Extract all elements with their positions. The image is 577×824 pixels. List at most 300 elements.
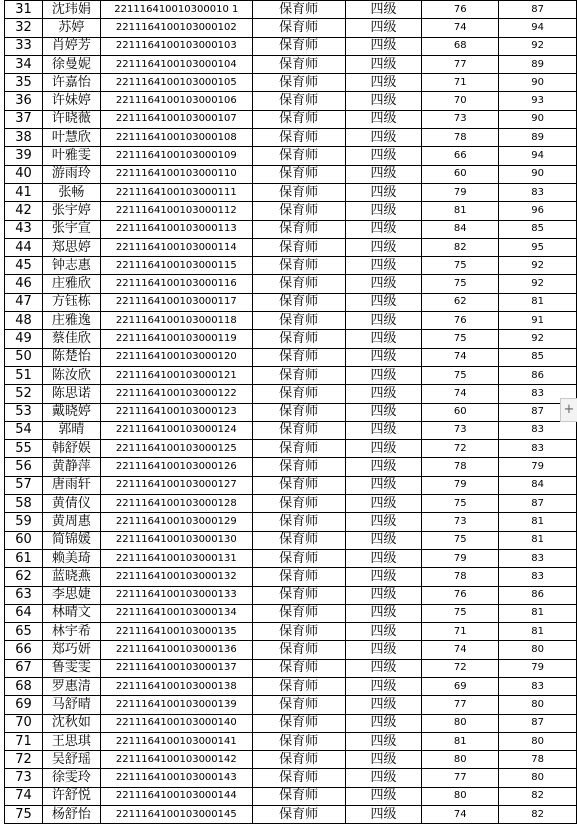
skill-score-cell: 83	[499, 183, 577, 201]
theory-score-cell: 73	[422, 513, 499, 531]
occupation-cell: 保育师	[252, 714, 345, 732]
skill-score-cell: 82	[499, 806, 577, 824]
occupation-cell: 保育师	[252, 238, 345, 256]
occupation-cell: 保育师	[252, 37, 345, 55]
row-index-cell: 33	[5, 37, 43, 55]
row-index-cell: 67	[5, 659, 43, 677]
table-row	[5, 806, 577, 824]
certificate-number-cell: 2211164100103000113	[100, 220, 252, 238]
skill-score-cell: 87	[499, 403, 577, 421]
table-row	[5, 421, 577, 439]
occupation-cell: 保育师	[252, 74, 345, 92]
name-cell: 蓝晓燕	[42, 568, 100, 586]
theory-score-cell: 68	[422, 37, 499, 55]
name-cell: 许舒悦	[42, 787, 100, 805]
table-row	[5, 513, 577, 531]
table-row	[5, 312, 577, 330]
skill-score-cell: 87	[499, 714, 577, 732]
table-row	[5, 659, 577, 677]
level-cell: 四级	[345, 659, 422, 677]
certificate-number-cell: 2211164100103000109	[100, 147, 252, 165]
level-cell: 四级	[345, 330, 422, 348]
occupation-cell: 保育师	[252, 202, 345, 220]
occupation-cell: 保育师	[252, 677, 345, 695]
theory-score-cell: 73	[422, 110, 499, 128]
skill-score-cell: 92	[499, 330, 577, 348]
certificate-number-cell: 2211164100103000138	[100, 677, 252, 695]
certificate-number-cell: 2211164100103000104	[100, 55, 252, 73]
occupation-cell: 保育师	[252, 769, 345, 787]
certificate-number-cell: 2211164100103000107	[100, 110, 252, 128]
row-index-cell: 36	[5, 92, 43, 110]
level-cell: 四级	[345, 129, 422, 147]
skill-score-cell: 84	[499, 476, 577, 494]
theory-score-cell: 77	[422, 769, 499, 787]
skill-score-cell: 83	[499, 440, 577, 458]
name-cell: 郭晴	[42, 421, 100, 439]
level-cell: 四级	[345, 549, 422, 567]
theory-score-cell: 62	[422, 293, 499, 311]
name-cell: 王思琪	[42, 732, 100, 750]
skill-score-cell: 81	[499, 513, 577, 531]
skill-score-cell: 83	[499, 549, 577, 567]
certificate-number-cell: 2211164100103000118	[100, 312, 252, 330]
certificate-number-cell: 2211164100103000127	[100, 476, 252, 494]
level-cell: 四级	[345, 696, 422, 714]
occupation-cell: 保育师	[252, 696, 345, 714]
certificate-number-cell: 2211164100103000137	[100, 659, 252, 677]
level-cell: 四级	[345, 440, 422, 458]
theory-score-cell: 69	[422, 677, 499, 695]
table-row	[5, 257, 577, 275]
row-index-cell: 74	[5, 787, 43, 805]
name-cell: 吴舒瑶	[42, 751, 100, 769]
certificate-number-cell: 2211164100103000139	[100, 696, 252, 714]
level-cell: 四级	[345, 714, 422, 732]
skill-score-cell: 81	[499, 293, 577, 311]
table-row	[5, 92, 577, 110]
theory-score-cell: 75	[422, 604, 499, 622]
skill-score-cell: 93	[499, 92, 577, 110]
certificate-number-cell: 2211164100103000131	[100, 549, 252, 567]
roster-table	[4, 0, 577, 824]
certificate-number-cell: 2211164100103000119	[100, 330, 252, 348]
name-cell: 韩舒娱	[42, 440, 100, 458]
theory-score-cell: 78	[422, 129, 499, 147]
skill-score-cell: 79	[499, 659, 577, 677]
table-row	[5, 348, 577, 366]
certificate-number-cell: 2211164100103000129	[100, 513, 252, 531]
level-cell: 四级	[345, 55, 422, 73]
certificate-number-cell: 2211164100103000144	[100, 787, 252, 805]
occupation-cell: 保育师	[252, 183, 345, 201]
table-row	[5, 74, 577, 92]
expand-plus-button[interactable]: +	[560, 398, 577, 422]
theory-score-cell: 75	[422, 257, 499, 275]
skill-score-cell: 80	[499, 641, 577, 659]
row-index-cell: 38	[5, 129, 43, 147]
row-index-cell: 68	[5, 677, 43, 695]
table-row	[5, 696, 577, 714]
name-cell: 庄雅逸	[42, 312, 100, 330]
theory-score-cell: 81	[422, 732, 499, 750]
theory-score-cell: 74	[422, 348, 499, 366]
occupation-cell: 保育师	[252, 293, 345, 311]
skill-score-cell: 92	[499, 257, 577, 275]
level-cell: 四级	[345, 403, 422, 421]
certificate-number-cell: 2211164100103000133	[100, 586, 252, 604]
name-cell: 钟志惠	[42, 257, 100, 275]
level-cell: 四级	[345, 531, 422, 549]
level-cell: 四级	[345, 165, 422, 183]
level-cell: 四级	[345, 513, 422, 531]
row-index-cell: 48	[5, 312, 43, 330]
table-row	[5, 458, 577, 476]
level-cell: 四级	[345, 568, 422, 586]
occupation-cell: 保育师	[252, 1, 345, 19]
occupation-cell: 保育师	[252, 55, 345, 73]
table-row	[5, 366, 577, 384]
row-index-cell: 47	[5, 293, 43, 311]
level-cell: 四级	[345, 183, 422, 201]
row-index-cell: 58	[5, 495, 43, 513]
row-index-cell: 35	[5, 74, 43, 92]
level-cell: 四级	[345, 641, 422, 659]
table-row	[5, 220, 577, 238]
theory-score-cell: 74	[422, 385, 499, 403]
certificate-number-cell: 2211164100103000116	[100, 275, 252, 293]
skill-score-cell: 83	[499, 568, 577, 586]
name-cell: 张宇婷	[42, 202, 100, 220]
occupation-cell: 保育师	[252, 366, 345, 384]
certificate-number-cell: 2211164100103000115	[100, 257, 252, 275]
theory-score-cell: 72	[422, 440, 499, 458]
table-row	[5, 19, 577, 37]
level-cell: 四级	[345, 275, 422, 293]
theory-score-cell: 79	[422, 476, 499, 494]
level-cell: 四级	[345, 385, 422, 403]
table-row	[5, 677, 577, 695]
row-index-cell: 41	[5, 183, 43, 201]
name-cell: 罗惠清	[42, 677, 100, 695]
level-cell: 四级	[345, 421, 422, 439]
name-cell: 郑巧妍	[42, 641, 100, 659]
skill-score-cell: 92	[499, 37, 577, 55]
table-row	[5, 495, 577, 513]
level-cell: 四级	[345, 677, 422, 695]
level-cell: 四级	[345, 366, 422, 384]
level-cell: 四级	[345, 769, 422, 787]
theory-score-cell: 78	[422, 568, 499, 586]
row-index-cell: 73	[5, 769, 43, 787]
table-row	[5, 330, 577, 348]
name-cell: 简锦媛	[42, 531, 100, 549]
table-row	[5, 403, 577, 421]
occupation-cell: 保育师	[252, 220, 345, 238]
table-row	[5, 55, 577, 73]
name-cell: 赖美琦	[42, 549, 100, 567]
level-cell: 四级	[345, 110, 422, 128]
occupation-cell: 保育师	[252, 549, 345, 567]
skill-score-cell: 82	[499, 787, 577, 805]
occupation-cell: 保育师	[252, 110, 345, 128]
certificate-number-cell: 2211164100103000114	[100, 238, 252, 256]
name-cell: 叶慧欣	[42, 129, 100, 147]
row-index-cell: 59	[5, 513, 43, 531]
table-body	[5, 1, 577, 824]
level-cell: 四级	[345, 732, 422, 750]
theory-score-cell: 71	[422, 74, 499, 92]
occupation-cell: 保育师	[252, 458, 345, 476]
skill-score-cell: 92	[499, 275, 577, 293]
skill-score-cell: 86	[499, 366, 577, 384]
row-index-cell: 31	[5, 1, 43, 19]
row-index-cell: 45	[5, 257, 43, 275]
level-cell: 四级	[345, 74, 422, 92]
table-row	[5, 147, 577, 165]
table-row	[5, 568, 577, 586]
occupation-cell: 保育师	[252, 531, 345, 549]
name-cell: 徐雯玲	[42, 769, 100, 787]
row-index-cell: 34	[5, 55, 43, 73]
theory-score-cell: 60	[422, 165, 499, 183]
table-row	[5, 623, 577, 641]
row-index-cell: 40	[5, 165, 43, 183]
level-cell: 四级	[345, 238, 422, 256]
row-index-cell: 62	[5, 568, 43, 586]
level-cell: 四级	[345, 604, 422, 622]
theory-score-cell: 73	[422, 421, 499, 439]
skill-score-cell: 85	[499, 220, 577, 238]
table-row	[5, 714, 577, 732]
table-row	[5, 531, 577, 549]
occupation-cell: 保育师	[252, 495, 345, 513]
name-cell: 沈秋如	[42, 714, 100, 732]
occupation-cell: 保育师	[252, 568, 345, 586]
theory-score-cell: 71	[422, 623, 499, 641]
table-row	[5, 238, 577, 256]
table-row	[5, 183, 577, 201]
name-cell: 戴晓婷	[42, 403, 100, 421]
table-row	[5, 549, 577, 567]
skill-score-cell: 86	[499, 586, 577, 604]
table-row	[5, 202, 577, 220]
name-cell: 唐雨轩	[42, 476, 100, 494]
certificate-number-cell: 2211164100103000126	[100, 458, 252, 476]
table-row	[5, 293, 577, 311]
certificate-number-cell: 2211164100103000103	[100, 37, 252, 55]
row-index-cell: 57	[5, 476, 43, 494]
occupation-cell: 保育师	[252, 586, 345, 604]
certificate-number-cell: 2211164100103000145	[100, 806, 252, 824]
skill-score-cell: 87	[499, 1, 577, 19]
name-cell: 林晴文	[42, 604, 100, 622]
certificate-number-cell: 2211164100103000112	[100, 202, 252, 220]
occupation-cell: 保育师	[252, 348, 345, 366]
name-cell: 沈玮娟	[42, 1, 100, 19]
row-index-cell: 49	[5, 330, 43, 348]
occupation-cell: 保育师	[252, 604, 345, 622]
occupation-cell: 保育师	[252, 623, 345, 641]
level-cell: 四级	[345, 348, 422, 366]
name-cell: 马舒晴	[42, 696, 100, 714]
name-cell: 黄倩仪	[42, 495, 100, 513]
certificate-number-cell: 2211164100103000106	[100, 92, 252, 110]
level-cell: 四级	[345, 495, 422, 513]
occupation-cell: 保育师	[252, 129, 345, 147]
skill-score-cell: 96	[499, 202, 577, 220]
certificate-number-cell: 2211164100103000142	[100, 751, 252, 769]
certificate-number-cell: 2211164100103000121	[100, 366, 252, 384]
skill-score-cell: 85	[499, 348, 577, 366]
level-cell: 四级	[345, 19, 422, 37]
skill-score-cell: 89	[499, 55, 577, 73]
certificate-number-cell: 2211164100103000135	[100, 623, 252, 641]
skill-score-cell: 87	[499, 495, 577, 513]
name-cell: 蔡佳欣	[42, 330, 100, 348]
name-cell: 林宇希	[42, 623, 100, 641]
certificate-number-cell: 2211164100103000111	[100, 183, 252, 201]
occupation-cell: 保育师	[252, 751, 345, 769]
row-index-cell: 42	[5, 202, 43, 220]
skill-score-cell: 83	[499, 677, 577, 695]
table-row	[5, 751, 577, 769]
skill-score-cell: 83	[499, 385, 577, 403]
row-index-cell: 56	[5, 458, 43, 476]
theory-score-cell: 76	[422, 312, 499, 330]
row-index-cell: 61	[5, 549, 43, 567]
row-index-cell: 54	[5, 421, 43, 439]
level-cell: 四级	[345, 751, 422, 769]
level-cell: 四级	[345, 1, 422, 19]
occupation-cell: 保育师	[252, 330, 345, 348]
name-cell: 许嘉怡	[42, 74, 100, 92]
row-index-cell: 53	[5, 403, 43, 421]
name-cell: 庄雅欣	[42, 275, 100, 293]
certificate-number-cell: 2211164100103000125	[100, 440, 252, 458]
certificate-number-cell: 2211164100103000136	[100, 641, 252, 659]
certificate-number-cell: 2211164100103000102	[100, 19, 252, 37]
name-cell: 肖婷芳	[42, 37, 100, 55]
level-cell: 四级	[345, 312, 422, 330]
skill-score-cell: 94	[499, 147, 577, 165]
occupation-cell: 保育师	[252, 257, 345, 275]
theory-score-cell: 84	[422, 220, 499, 238]
table-row	[5, 37, 577, 55]
table-row	[5, 787, 577, 805]
theory-score-cell: 66	[422, 147, 499, 165]
theory-score-cell: 74	[422, 19, 499, 37]
skill-score-cell: 89	[499, 129, 577, 147]
theory-score-cell: 81	[422, 202, 499, 220]
occupation-cell: 保育师	[252, 92, 345, 110]
row-index-cell: 44	[5, 238, 43, 256]
skill-score-cell: 95	[499, 238, 577, 256]
occupation-cell: 保育师	[252, 787, 345, 805]
theory-score-cell: 75	[422, 330, 499, 348]
theory-score-cell: 78	[422, 458, 499, 476]
skill-score-cell: 80	[499, 732, 577, 750]
level-cell: 四级	[345, 476, 422, 494]
name-cell: 游雨玲	[42, 165, 100, 183]
level-cell: 四级	[345, 787, 422, 805]
theory-score-cell: 77	[422, 55, 499, 73]
skill-score-cell: 90	[499, 110, 577, 128]
theory-score-cell: 80	[422, 714, 499, 732]
row-index-cell: 71	[5, 732, 43, 750]
row-index-cell: 66	[5, 641, 43, 659]
occupation-cell: 保育师	[252, 147, 345, 165]
occupation-cell: 保育师	[252, 275, 345, 293]
theory-score-cell: 72	[422, 659, 499, 677]
row-index-cell: 46	[5, 275, 43, 293]
occupation-cell: 保育师	[252, 659, 345, 677]
table-row	[5, 732, 577, 750]
table-row	[5, 604, 577, 622]
certificate-number-cell: 2211164100103000122	[100, 385, 252, 403]
certificate-number-cell: 2211164100103000140	[100, 714, 252, 732]
certificate-number-cell: 2211164100103000117	[100, 293, 252, 311]
theory-score-cell: 76	[422, 1, 499, 19]
certificate-number-cell: 2211164100103000134	[100, 604, 252, 622]
name-cell: 叶雅雯	[42, 147, 100, 165]
certificate-number-cell: 2211164100103000143	[100, 769, 252, 787]
level-cell: 四级	[345, 623, 422, 641]
name-cell: 黄静萍	[42, 458, 100, 476]
name-cell: 陈楚怡	[42, 348, 100, 366]
table-row	[5, 769, 577, 787]
table-row	[5, 165, 577, 183]
certificate-number-cell: 2211164100103000105	[100, 74, 252, 92]
level-cell: 四级	[345, 806, 422, 824]
skill-score-cell: 81	[499, 604, 577, 622]
certificate-number-cell: 2211164100103000124	[100, 421, 252, 439]
theory-score-cell: 60	[422, 403, 499, 421]
table-row	[5, 440, 577, 458]
row-index-cell: 50	[5, 348, 43, 366]
occupation-cell: 保育师	[252, 732, 345, 750]
table-row	[5, 1, 577, 19]
theory-score-cell: 79	[422, 549, 499, 567]
row-index-cell: 32	[5, 19, 43, 37]
name-cell: 陈汝欣	[42, 366, 100, 384]
occupation-cell: 保育师	[252, 476, 345, 494]
name-cell: 苏婷	[42, 19, 100, 37]
table-row	[5, 586, 577, 604]
level-cell: 四级	[345, 293, 422, 311]
theory-score-cell: 77	[422, 696, 499, 714]
theory-score-cell: 75	[422, 531, 499, 549]
occupation-cell: 保育师	[252, 806, 345, 824]
row-index-cell: 60	[5, 531, 43, 549]
skill-score-cell: 80	[499, 696, 577, 714]
table-row	[5, 275, 577, 293]
theory-score-cell: 80	[422, 751, 499, 769]
level-cell: 四级	[345, 147, 422, 165]
certificate-number-cell: 221116410010300010 1	[100, 1, 252, 19]
name-cell: 方钰栋	[42, 293, 100, 311]
name-cell: 许晓薇	[42, 110, 100, 128]
row-index-cell: 39	[5, 147, 43, 165]
skill-score-cell: 81	[499, 623, 577, 641]
certificate-number-cell: 2211164100103000132	[100, 568, 252, 586]
level-cell: 四级	[345, 37, 422, 55]
level-cell: 四级	[345, 92, 422, 110]
level-cell: 四级	[345, 586, 422, 604]
occupation-cell: 保育师	[252, 403, 345, 421]
name-cell: 鲁雯雯	[42, 659, 100, 677]
name-cell: 杨舒怡	[42, 806, 100, 824]
